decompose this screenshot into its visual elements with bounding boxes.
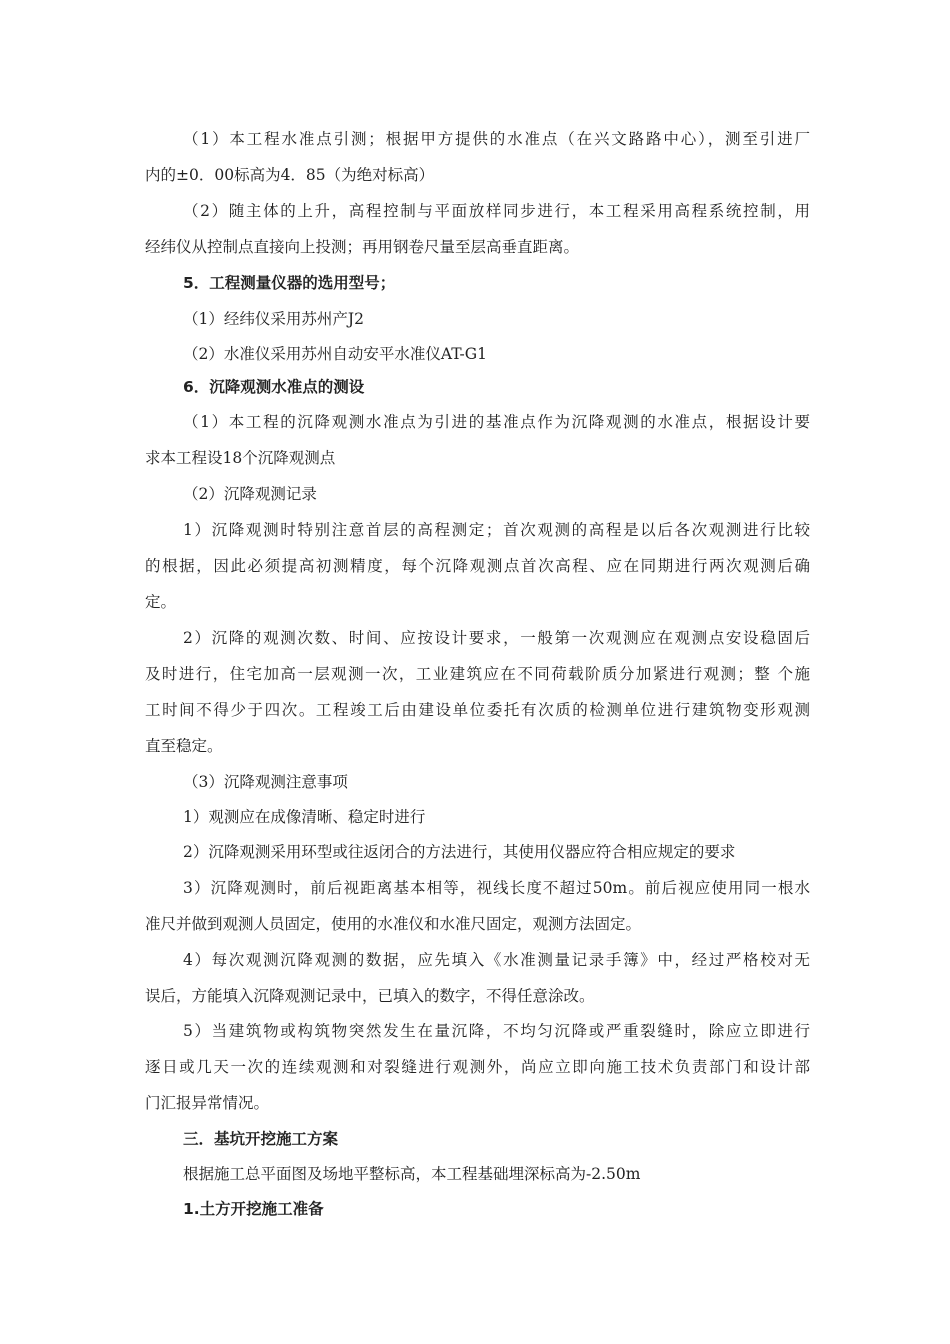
heading-text: 三．基坑开挖施工方案 — [183, 1130, 339, 1148]
text-line: 逐日或几天一次的连续观测和对裂缝进行观测外，尚应立即向施工技术负责部门和设计部 — [145, 1058, 810, 1076]
heading-text: 5．工程测量仪器的选用型号； — [183, 274, 396, 292]
text-line: 根据施工总平面图及场地平整标高，本工程基础埋深标高为-2.50m — [183, 1165, 641, 1183]
text-line: 误后，方能填入沉降观测记录中，已填入的数字，不得任意涂改。 — [145, 987, 595, 1005]
text-line: （2）沉降观测记录 — [183, 485, 317, 503]
text-line: （1）本工程水准点引测；根据甲方提供的水准点（在兴文路路中心），测至引进厂 — [183, 130, 810, 148]
paragraph-leveling-point — [145, 121, 810, 193]
paragraph-precaution-5 — [145, 1013, 810, 1121]
text-line: （2）水准仪采用苏州自动安平水准仪AT-G1 — [183, 345, 488, 363]
text-line: 的根据，因此必须提高初测精度，每个沉降观测点首次高程、应在同期进行两次观测后确 — [145, 557, 810, 575]
section-heading-settlement — [145, 369, 810, 405]
text-line: （1）经纬仪采用苏州产J2 — [183, 310, 364, 328]
paragraph-foundation-depth — [145, 1156, 810, 1192]
text-line: 准尺并做到观测人员固定，使用的水准仪和水准尺固定，观测方法固定。 — [145, 915, 642, 933]
text-line: 门汇报异常情况。 — [145, 1094, 270, 1112]
paragraph-observation-frequency — [145, 620, 810, 764]
text-line: （2）随主体的上升，高程控制与平面放样同步进行，本工程采用高程系统控制，用 — [183, 202, 810, 220]
paragraph-settlement-record — [145, 476, 810, 512]
text-line: 内的±0．00标高为4．85（为绝对标高） — [145, 166, 435, 184]
text-line: 直至稳定。 — [145, 737, 223, 755]
text-line: （3）沉降观测注意事项 — [183, 773, 348, 791]
text-line: 5）当建筑物或构筑物突然发生在量沉降，不均匀沉降或严重裂缝时，除应立即进行 — [183, 1022, 810, 1040]
text-line: 工时间不得少于四次。工程竣工后由建设单位委托有次质的检测单位进行建筑物变形观测 — [145, 701, 810, 719]
section-heading-earthwork-prep — [145, 1191, 810, 1227]
paragraph-first-observation — [145, 512, 810, 620]
text-line: 2）沉降的观测次数、时间、应按设计要求，一般第一次观测应在观测点安设稳固后 — [183, 629, 810, 647]
text-line: 3）沉降观测时，前后视距离基本相等，视线长度不超过50m。前后视应使用同一根水 — [183, 879, 810, 897]
heading-text: 6．沉降观测水准点的测设 — [183, 378, 365, 396]
paragraph-settlement-points — [145, 404, 810, 476]
paragraph-elevation-control — [145, 193, 810, 265]
text-line: 1）观测应在成像清晰、稳定时进行 — [183, 808, 426, 826]
text-line: 定。 — [145, 593, 177, 611]
text-line: 经纬仪从控制点直接向上投测；再用钢卷尺量至层高垂直距离。 — [145, 238, 580, 256]
section-heading-instruments — [145, 265, 810, 301]
paragraph-precautions-heading — [145, 764, 810, 800]
paragraph-precaution-4 — [145, 942, 810, 1014]
paragraph-level-instrument — [145, 336, 810, 372]
text-line: 1）沉降观测时特别注意首层的高程测定；首次观测的高程是以后各次观测进行比较 — [183, 521, 810, 539]
section-heading-excavation — [145, 1121, 810, 1157]
paragraph-precaution-2 — [145, 834, 810, 870]
paragraph-theodolite — [145, 301, 810, 337]
text-line: 求本工程设18个沉降观测点 — [145, 449, 336, 467]
text-line: 4）每次观测沉降观测的数据，应先填入《水准测量记录手簿》中，经过严格校对无 — [183, 951, 810, 969]
text-line: （1）本工程的沉降观测水准点为引进的基准点作为沉降观测的水准点，根据设计要 — [183, 413, 810, 431]
paragraph-precaution-3 — [145, 870, 810, 942]
text-line: 及时进行，住宅加高一层观测一次，工业建筑应在不同荷载阶质分加紧进行观测；整 个施 — [145, 665, 810, 683]
text-line: 2）沉降观测采用环型或往返闭合的方法进行，其使用仪器应符合相应规定的要求 — [183, 843, 736, 861]
paragraph-precaution-1 — [145, 799, 810, 835]
heading-text: 1.土方开挖施工准备 — [183, 1200, 324, 1218]
